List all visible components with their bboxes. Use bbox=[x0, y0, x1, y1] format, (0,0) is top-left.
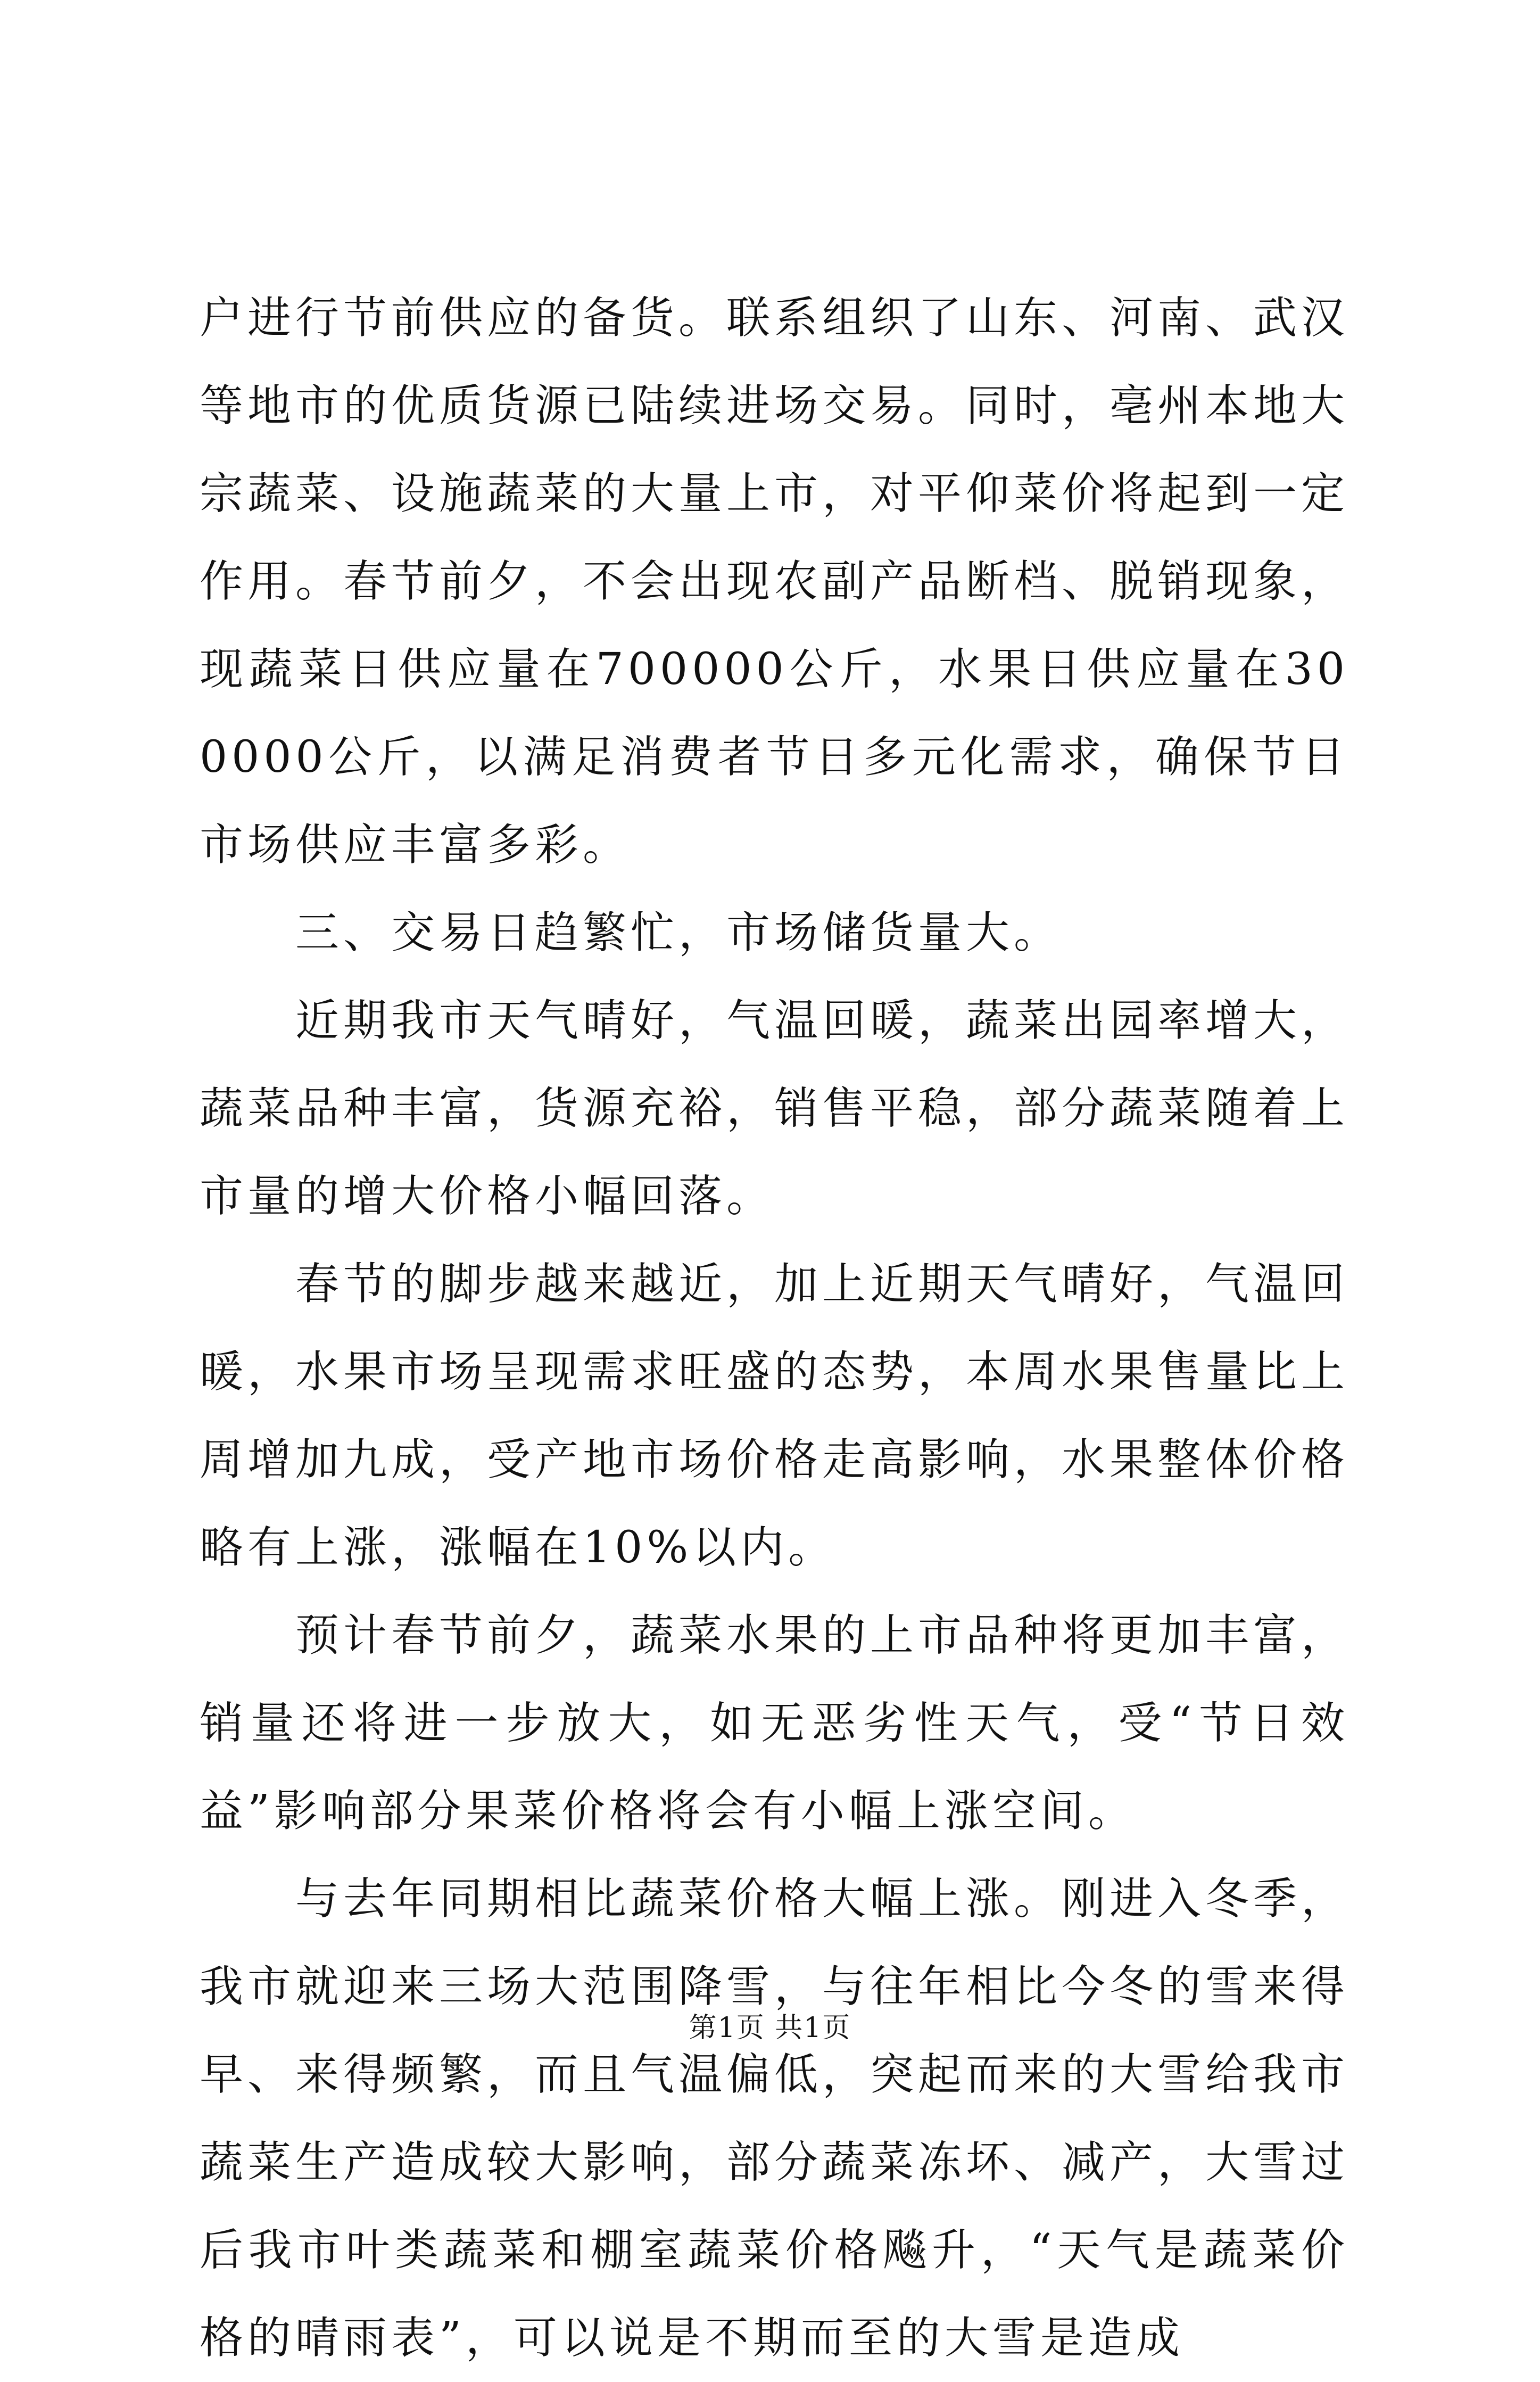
section-heading: 三、交易日趋繁忙，市场储货量大。 bbox=[295, 908, 1062, 958]
paragraph: 预计春节前夕，蔬菜水果的上市品种将更加丰富，销量还将进一步放大，如无恶劣性天气，受“节日效益”影响部分果菜价格将会有小幅上涨空间。 bbox=[200, 1610, 1349, 1836]
paragraph: 近期我市天气晴好，气温回暖，蔬菜出园率增大，蔬菜品种丰富，货源充裕，销售平稳，部分蔬菜随着上市量的增大价格小幅回落。 bbox=[200, 995, 1349, 1222]
page-footer: 第1页 共1页 bbox=[689, 2012, 851, 2044]
paragraph-continued: 户进行节前供应的备货。联系组织了山东、河南、武汉等地市的优质货源已陆续进场交易。同时，亳州本地大宗蔬菜、设施蔬菜的大量上市，对平仰菜价将起到一定作用。春节前夕，不会出现农副产品断档、脱销现象，现蔬菜日供应量在700000公斤，水果日供应量在300000公斤，以满足消费者节日多元化需求，确保节日市场供应丰富多彩。 bbox=[200, 293, 1349, 870]
document-body bbox=[200, 274, 1349, 2382]
paragraph: 与去年同期相比蔬菜价格大幅上涨。刚进入冬季，我市就迎来三场大范围降雪，与往年相比今冬的雪来得早、来得频繁，而且气温偏低，突起而来的大雪给我市蔬菜生产造成较大影响，部分蔬菜冻坏、减产，大雪过后我市叶类蔬菜和棚室蔬菜价格飚升，“天气是蔬菜价格的晴雨表”，可以说是不期而至的大雪是造成 bbox=[200, 1874, 1349, 2363]
paragraph: 春节的脚步越来越近，加上近期天气晴好，气温回暖，水果市场呈现需求旺盛的态势，本周水果售量比上周增加九成，受产地市场价格走高影响，水果整体价格略有上涨，涨幅在10%以内。 bbox=[200, 1259, 1349, 1573]
